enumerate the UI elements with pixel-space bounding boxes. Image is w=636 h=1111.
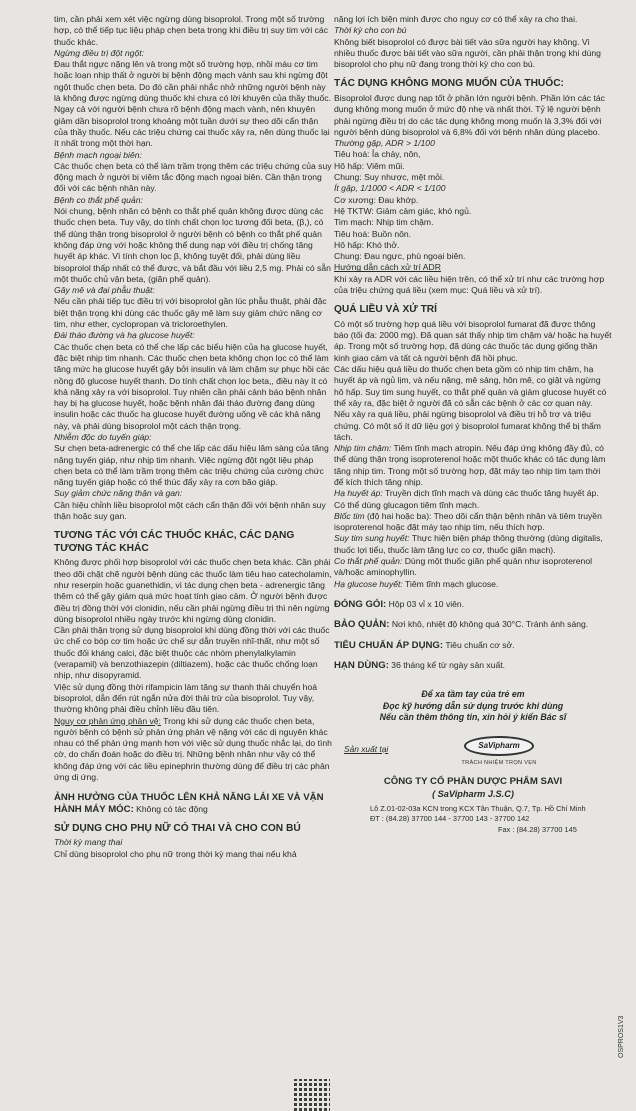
labeled-paragraph <box>334 262 612 273</box>
subheading: Thời kỳ mang thai <box>54 837 123 848</box>
section-heading-inline <box>334 599 612 610</box>
paragraph: năng lợi ích biện minh được cho nguy cơ có thể xảy ra cho thai. <box>334 14 578 24</box>
paragraph: Có một số trường hợp quá liều với bisoprolol fumarat đã được thông báo (tối đa: 2000 mg). Đã quan sát thấy nhịp tim chậm và/ hoặc hạ huyết áp. Trong một số trường hợp, đã dùng các thuốc tác dụng giống thần kinh giao cảm và tất cả người bệnh đã hồi phục. <box>334 318 612 363</box>
labeled-paragraph <box>334 443 612 488</box>
inline-text: Trong khi sử dụng các thuốc chẹn beta, người bệnh có bệnh sử phản ứng phản vệ nặng với các dị nguyên khác nhau có thể phản ứng mạnh hơn với việc sử dụng thuốc nhắc lại, do tình cờ, do chẩn đoán hoặc do điều trị. Những bệnh nhân như vậy có thể không đáp ứng với các liều epinephrin thường dùng để điều trị các phản ứng dị ứng. <box>54 715 332 782</box>
inline-label: TIÊU CHUẨN ÁP DỤNG: <box>334 639 444 651</box>
inline-label: ẢNH HƯỞNG CỦA THUỐC LÊN KHẢ NĂNG LÁI XE VÀ VẬN HÀNH MÁY MÓC: <box>54 792 324 815</box>
paragraph: Bisoprolol được dung nạp tốt ở phần lớn người bệnh. Phần lớn các tác dụng không mong muốn ở mức độ nhẹ và nhất thời. Tỷ lệ người bệnh phải ngừng điều trị do các tác dụng không mong muốn là 3,3% đối với người bệnh dùng bisoprolol và 6,8% đối với bệnh nhân dùng placebo. <box>334 92 605 137</box>
paragraph: Tiêu hoá: Ỉa chảy, nôn, <box>334 149 421 160</box>
inline-label: ĐÓNG GÓI: <box>334 598 387 610</box>
inline-label: Co thắt phế quản: <box>334 556 403 567</box>
subheading: Gây mê và đại phẫu thuật: <box>54 285 155 296</box>
paragraph: Cần hiệu chỉnh liều bisoprolol một cách cẩn thận đối với bệnh nhân suy thận hoặc suy gan. <box>54 499 326 522</box>
section-heading-inline <box>334 660 612 671</box>
savipharm-logo <box>454 736 544 764</box>
paragraph: Không biết bisoprolol có được bài tiết vào sữa người hay không. Vì nhiều thuốc được bài tiết vào sữa người, cần phải thận trọng khi dùng bisoprolol cho phụ nữ đang trong thời kỳ cho con bú. <box>334 36 601 70</box>
paragraph: Chung: Đau ngực, phù ngoại biên. <box>334 251 466 262</box>
right-column <box>334 14 612 835</box>
inline-label: Hạ huyết áp: <box>334 488 383 499</box>
company-short-name: ( SaVipharm J.S.C) <box>432 788 514 799</box>
section-heading-inline <box>334 619 612 630</box>
inline-label: Hướng dẫn cách xử trí ADR <box>334 262 441 273</box>
address-line: Lô Z.01-02-03a KCN trong KCX Tân Thuận, Q.7, Tp. Hồ Chí Minh <box>370 803 586 813</box>
inline-text: (độ hai hoặc ba): Theo dõi cẩn thận bệnh nhân và tiêm truyền isoproterenol hoặc đặt máy tạo nhịp tim, nếu thích hợp. <box>334 510 602 533</box>
inline-label: HẠN DÙNG: <box>334 659 389 671</box>
document-code: OSPROS1V3 <box>618 1015 625 1058</box>
subheading: Thường gặp, ADR > 1/100 <box>334 138 435 149</box>
paragraph: Đau thắt ngực nặng lên và trong một số trường hợp, nhồi máu cơ tim hoặc loạn nhịp thất ở người bị bệnh động mạch vành sau khi ngừng đột ngột thuốc chẹn beta. Do đó cần phải nhắc nhở những người bệnh này là không được ngừng dùng thuốc khi chưa có lời khuyên của thầy thuốc. Ngay cả với người bệnh chưa rõ bệnh động mạch vành, nên khuyên giảm dần bisoprolol trong khoảng một tuần dưới sự theo dõi cẩn thận của thầy thuốc. Nếu các triệu chứng cai thuốc xảy ra, nên dùng thuốc lại ít nhất trong một thời hạn. <box>54 59 331 149</box>
warning-line: Nếu cần thêm thông tin, xin hỏi ý kiến Bác sĩ <box>379 712 567 723</box>
section-heading: TÁC DỤNG KHÔNG MONG MUỐN CỦA THUỐC: <box>334 78 564 90</box>
qr-code-overlay <box>294 1079 330 1111</box>
inline-text: Thực hiện biện pháp thông thường (dùng digitalis, thuốc lợi tiểu, thuốc làm tăng lực co cơ, thuốc giãn mạch). <box>334 533 603 555</box>
warning-line: Để xa tầm tay của trẻ em <box>421 689 525 700</box>
company-name: CÔNG TY CỔ PHẦN DƯỢC PHẨM SAVI <box>383 775 563 787</box>
subheading: Bệnh mạch ngoại biên: <box>54 149 142 160</box>
paragraph: Việc sử dụng đồng thời rifampicin làm tăng sự thanh thải chuyển hoá bisoprolol, dẫn đến rút ngắn nửa đời thải trừ của bisoprolol. Tuy vậy, thường không phải điều chỉnh liều đầu tiên. <box>54 681 318 715</box>
section-heading-inline <box>54 792 332 815</box>
section-heading: SỬ DỤNG CHO PHỤ NỮ CÓ THAI VÀ CHO CON BÚ <box>54 822 301 834</box>
inline-label: Hạ glucose huyết: <box>334 578 403 589</box>
section-heading-inline <box>334 640 612 651</box>
manufacturer-block <box>334 736 612 772</box>
address-line: ĐT : (84.28) 37700 144 - 37700 143 - 37700 142 <box>370 814 530 824</box>
logo-tagline: TRÁCH NHIỆM TRỌN VẸN <box>461 759 537 766</box>
paragraph: Các thuốc chẹn beta có thể làm trầm trọng thêm các triệu chứng của suy động mạch ở người bị viêm tắc động mạch ngoại biên. Cần thận trọng đối với các bệnh nhân này. <box>54 160 332 194</box>
inline-text: Tiêm tĩnh mạch glucose. <box>402 578 499 589</box>
labeled-paragraph <box>334 579 612 590</box>
inline-text: Nơi khô, nhiệt độ không quá 30°C. Tránh ánh sáng. <box>389 619 589 630</box>
inline-text: Truyền dịch tĩnh mạch và dùng các thuốc tăng huyết áp. Có thể dùng glucagon tiêm tĩnh mạch. <box>334 488 599 510</box>
left-column <box>54 14 332 860</box>
labeled-paragraph <box>334 556 612 579</box>
paragraph: Cơ xương: Đau khớp. <box>334 194 419 205</box>
paragraph: Chung: Suy nhược, mệt mỏi. <box>334 172 445 183</box>
paragraph: Chỉ dùng bisoprolol cho phụ nữ trong thời kỳ mang thai nếu khả <box>54 848 297 859</box>
paragraph: Không được phối hợp bisoprolol với các thuốc chẹn beta khác. Cần phải theo dõi chặt chẽ người bệnh dùng các thuốc làm tiêu hao catecholamin, như reserpin hoặc guanethidin, vì tác dụng chẹn beta - adrenergic tăng thêm có thể gây giảm quá mức hoạt tính giao cảm. Ở người bệnh được điều trị đồng thời với clonidin, nếu cần phải ngừng điều trị thì nên ngừng dùng bisoprolol nhiều ngày trước khi ngừng dùng clonidin. <box>54 557 332 624</box>
subheading: Đái tháo đường và hạ glucose huyết: <box>54 330 195 341</box>
inline-label: Suy tim sung huyết: <box>334 533 410 544</box>
subheading: Thời kỳ cho con bú <box>334 25 407 36</box>
section-heading: TƯƠNG TÁC VỚI CÁC THUỐC KHÁC, CÁC DẠNG TƯƠNG TÁC KHÁC <box>54 530 295 554</box>
paragraph: Hô hấp: Khó thở. <box>334 239 400 250</box>
paragraph: Khi xảy ra ADR với các liều hiện trên, có thể xử trí như các trường hợp của triệu chứng quá liều (xem mục: Quá liều và xử trí). <box>334 273 605 296</box>
inline-text: Hộp 03 vỉ x 10 viên. <box>386 598 465 609</box>
paragraph: Tim mạch: Nhịp tim chậm. <box>334 217 434 228</box>
paragraph: Nói chung, bệnh nhân có bệnh co thắt phế quản không được dùng các thuốc chẹn beta. Tuy vậy, do tính chất chọn lọc tương đối beta, (β,), có thể dùng thận trọng bisoprolol ở người bệnh có bệnh co thắt phế quản không đáp ứng với hoặc không thể dung nạp với điều trị chống tăng huyết áp khác. Vì tính chọn lọc β, không tuyệt đối, phải dùng liều bisoprolol thấp nhất có thể được, và bắt đầu với liều 2,5 mg. Phải có sẵn một thuốc chủ vận beta, (giãn phế quản). <box>54 206 331 284</box>
section-heading: QUÁ LIỀU VÀ XỬ TRÍ <box>334 304 437 316</box>
paragraph: Nếu cần phải tiếp tục điều trị với bisoprolol gần lúc phẫu thuật, phải đặc biệt thận trọng khi dùng các thuốc gây mê làm suy giảm chức năng cơ tim, như ether, cyclopropan và tricloroethylen. <box>54 296 327 330</box>
subheading: Nhiễm độc do tuyến giáp: <box>54 431 152 442</box>
inline-label: Nhịp tim chậm: <box>334 443 392 454</box>
logo-oval: SaVipharm <box>464 736 534 756</box>
subheading: Suy giảm chức năng thận và gan: <box>54 488 183 499</box>
paragraph: Các thuốc chẹn beta có thể che lấp các biểu hiện của hạ glucose huyết, đặc biệt nhịp tim nhanh. Các thuốc chẹn beta không chọn lọc có thể làm tăng mức hạ glucose huyết gây bởi insulin và làm chậm sự phục hồi các nồng độ glucose huyết thanh. Do tính chất chọn lọc beta,, điều này ít có khả năng xảy ra với bisoprolol. Tuy nhiên cần phải cảnh báo bệnh nhân hay bị hạ glucose huyết, hoặc bệnh nhân đái tháo đường đang dùng insulin hoặc các thuốc hạ glucose huyết đường uống về các khả năng này, và phải dùng bisoprolol một cách thận trọng. <box>54 341 330 431</box>
subheading: Ít gặp, 1/1000 < ADR < 1/100 <box>334 183 446 194</box>
subheading: Ngừng điều trị đột ngột: <box>54 47 145 58</box>
inline-label: Blốc tim <box>334 510 365 521</box>
inline-text: Dùng một thuốc giãn phế quản như isoproterenol và/hoặc aminophyllin. <box>334 556 593 578</box>
inline-text: Tiêm tĩnh mạch atropin. Nếu đáp ứng không đầy đủ, có thể dùng thận trọng isoproterenol hoặc một thuốc khác có tác dụng làm tăng nhịp tim. Trong một số trường hợp, đặt máy tạo nhịp tim tạm thời để kích thích tăng nhịp. <box>334 443 606 487</box>
paragraph: Tiêu hoá: Buồn nôn. <box>334 228 412 239</box>
made-in-label: Sản xuất tại <box>344 743 389 754</box>
paragraph: tim, cần phải xem xét việc ngừng dùng bisoprolol. Trong một số trường hợp, có thể tiếp tục liệu pháp chẹn beta trong khi điều trị suy tim với các thuốc khác. <box>54 14 329 47</box>
inline-label: Nguy cơ phản ứng phản vệ: <box>54 715 161 726</box>
labeled-paragraph <box>334 488 612 511</box>
labeled-paragraph <box>54 716 332 784</box>
labeled-paragraph <box>334 533 612 556</box>
paragraph: Hô hấp: Viêm mũi. <box>334 160 405 171</box>
inline-label: BẢO QUẢN: <box>334 619 390 631</box>
inline-text: Không có tác động <box>133 803 208 814</box>
paragraph: Các dấu hiệu quá liều do thuốc chẹn beta gồm có nhịp tim chậm, hạ huyết áp và ngủ lịm, và nếu nặng, mê sảng, hôn mê, co giật và ngừng hô hấp. Suy tim sung huyết, co thắt phế quản và giảm glucose huyết có thể xảy ra, đặc biệt ở người đã có sẵn các bệnh ở các cơ quan này. <box>334 364 607 408</box>
inline-text: 36 tháng kể từ ngày sản xuất. <box>388 659 506 670</box>
paragraph: Cần phải thận trọng sử dụng bisoprolol khi dùng đồng thời với các thuốc ức chế co bóp cơ tim hoặc ức chế sự dẫn truyền nhĩ-thất, như một số thuốc đối kháng calci, đặc biệt thuộc các nhóm phenylalkylamin (verapamil) và benzothiazepin (diltiazem), hoặc các thuốc chống loạn nhịp, như disopyramid. <box>54 625 330 681</box>
company-address <box>334 804 612 836</box>
paragraph: Nếu xảy ra quá liều, phải ngừng bisoprolol và điều trị hỗ trợ và triệu chứng. Có một số ít dữ liệu gợi ý bisoprolol fumarat không thể bị thẩm tách. <box>334 409 601 442</box>
paragraph: Hệ TKTW: Giảm cảm giác, khó ngủ. <box>334 205 472 216</box>
subheading: Bệnh co thắt phế quản: <box>54 194 143 205</box>
labeled-paragraph <box>334 511 612 534</box>
address-line: Fax : (84.28) 37700 145 <box>498 824 577 834</box>
warning-line: Đọc kỹ hướng dẫn sử dụng trước khi dùng <box>382 700 564 711</box>
inline-text: Tiêu chuẩn cơ sở. <box>443 639 515 650</box>
paragraph: Sự chẹn beta-adrenergic có thể che lấp các dấu hiệu lâm sàng của tăng năng tuyến giáp, như nhịp tim nhanh. Việc ngừng đột ngột liệu pháp chẹn beta có thể làm trầm trọng thêm các triệu chứng của cường chức năng tuyến giáp hoặc có thể thúc đẩy xảy ra cơn bão giáp. <box>54 443 329 488</box>
